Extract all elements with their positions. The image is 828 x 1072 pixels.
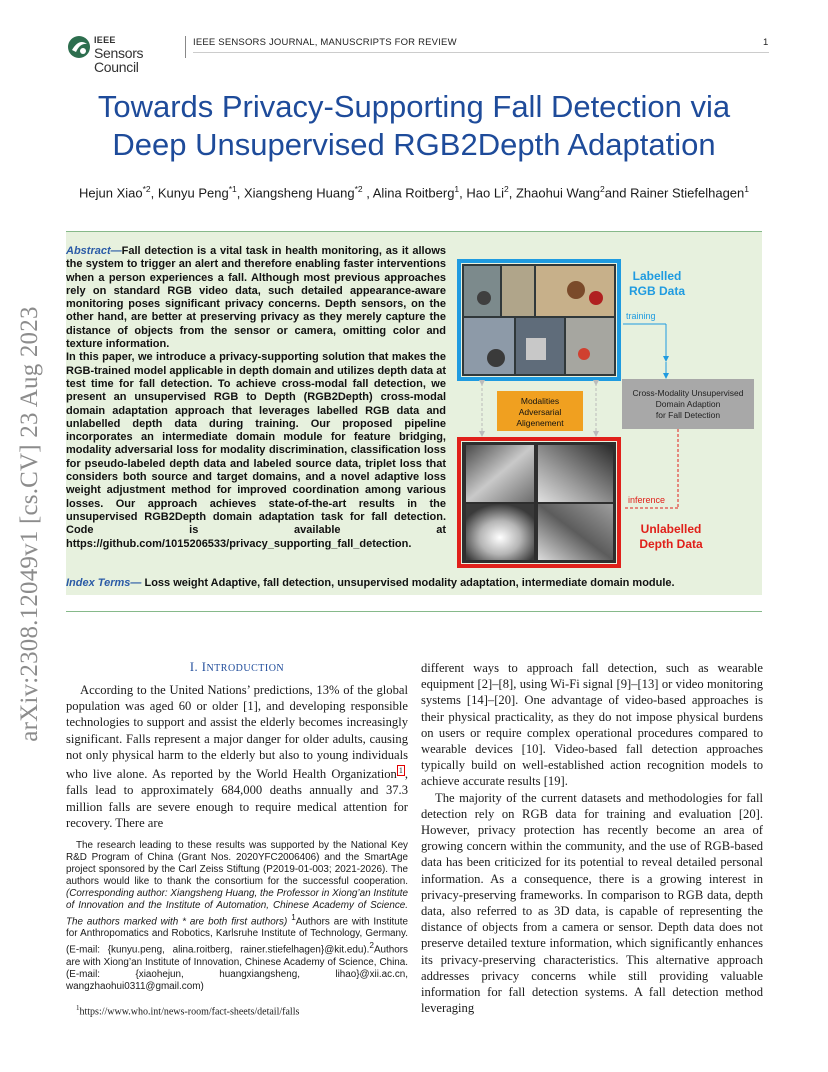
author-affiliation: *1 xyxy=(228,184,237,194)
footnote-marker[interactable]: 1 xyxy=(398,766,403,776)
author-affiliation: *2 xyxy=(354,184,363,194)
right-column-text xyxy=(421,660,763,1016)
modalities-adversarial-box xyxy=(497,391,583,431)
arxiv-stamp: arXiv:2308.12049v1 [cs.CV] 23 Aug 2023 xyxy=(16,306,43,742)
cross-modality-adaptation-box xyxy=(622,379,754,429)
left-column-text xyxy=(66,682,408,831)
author-affiliation: 2 xyxy=(600,184,605,194)
intro-paragraph-1-b: , falls lead to approximately 684,000 deaths annually and 37.3 million falls are severe enough to require medical attention for recovery. There are xyxy=(66,767,408,830)
footnote-corresponding: (Corresponding author: Xiangsheng Huang, the Professor in Xiong’an Institute of Innovation and the Institute of Automation, Chinese Academy of Science. The authors marked with * are both first authors) xyxy=(66,888,408,928)
footnote-aff-marker-2: 2 xyxy=(369,941,374,951)
rgb-data-frame xyxy=(459,261,619,379)
depth-data-frame xyxy=(459,439,619,566)
ieee-sensors-council-logo xyxy=(66,34,184,75)
cross-label-line-1: Cross-Modality Unsupervised xyxy=(632,388,744,398)
abstract-label: Abstract— xyxy=(66,245,122,257)
section-title-initial: I xyxy=(201,660,207,674)
labelled-rgb-line-2: RGB Data xyxy=(628,284,686,298)
intro-paragraph-1-a: According to the United Nations’ predictions, 13% of the global population was aged 60 or older [1], and developing responsible technologies to support and assist the elderly becomes increasingly significant. Falls represent a major danger for older adults, causing not only physical harm to the elderly but also to young individuals who live alone. As reported by the World Health Organization xyxy=(66,683,408,782)
inference-label: inference xyxy=(628,495,666,505)
title-line-1: Towards Privacy-Supporting Fall Detection via xyxy=(97,89,731,124)
footnote-funding: The research leading to these results was supported by the National Key R&D Program of China (Grant Nos. 2020YFC2006406) and the SmartAge project sponsored by the Carl Zeiss Stiftung (P2019-01-003; 2021-2026). The authors would like to thank the consortium for the successful cooperation. xyxy=(66,840,408,887)
author-name: Hejun Xiao xyxy=(78,185,143,201)
abstract-paragraph-1: Fall detection is a vital task in health monitoring, as it allows the system to trigger an alert and therefore enabling faster interventions when a person experiences a fall. Although most previous approaches rely on standard RGB video data, such detailed appearance-aware monitoring poses significant privacy concerns. Depth sensors, on the other hand, are better at preserving privacy as they merely capture the distance of objects from the sensor or camera, omitting color and texture information. xyxy=(66,245,446,351)
section-numeral: I. xyxy=(189,660,199,674)
logo-line-sensors-council: Sensors Council xyxy=(94,45,144,75)
sensors-council-logo-icon xyxy=(66,34,92,60)
adv-label-line-2: Adversarial xyxy=(518,407,562,417)
abstract-paragraph-2: In this paper, we introduce a privacy-supporting solution that makes the RGB-trained model applicable in depth domain and utilizes depth data at test time for fall detection. To achieve cross-modal fall detection, we present an unsupervised RGB to Depth (RGB2Depth) cross-modal domain adaptation approach that leverages labelled RGB data and unlabelled depth data during training. Our proposed pipeline incorporates an intermediate domain module for feature bridging, modality adversarial loss for modality discrimination, classification loss for pseudo-labeled depth data and labeled source data, triplet loss that considers both source and target domains, and a novel adaptive loss weight adjustment method for improved coordination among various losses. Our approach achieves state-of-the-art results in the unsupervised RGB2Depth domain adaptation task for fall detection. Code is available at https://github.com/1015206533/privacy_supporting_fall_detection. xyxy=(66,351,446,550)
author-name: Hao Li xyxy=(466,185,504,201)
unlabelled-depth-line-1: Unlabelled xyxy=(640,522,702,536)
training-label: training xyxy=(626,311,656,321)
intro-paragraph-3: The majority of the current datasets and methodologies for fall detection rely on RGB data for training and evaluation [20]. However, privacy protection has recently become an area of growing concern within the community, and the use of RGB-based data has been criticized for its potential to reveal detailed personal information. As a consequence, there is a growing interest in privacy-preserving frameworks. In comparison to RGB data, depth data, also referred to as 3D data, is capable of representing the distance of objects from a camera or sensor. Depth data does not preserve detailed texture information, which significantly enhances its privacy-preserving characteristics. This alternative approach addresses privacy concerns while still providing valuable information for fall detection systems. A fall detection method leveraging xyxy=(421,790,763,1016)
logo-line-ieee: IEEE xyxy=(94,35,116,45)
page-number: 1 xyxy=(763,37,769,48)
title-line-2: Deep Unsupervised RGB2Depth Adaptation xyxy=(112,127,716,162)
footnote-affiliation-1: Authors are with Institute for Anthropomatics and Robotics, Karlsruhe Institute of Technology, Germany. (E-mail: {kunyu.peng, alina.roitberg, rainer.stiefelhagen}@kit.edu). xyxy=(66,916,408,956)
author-affiliation: 1 xyxy=(744,184,750,194)
author-name: Kunyu Peng xyxy=(157,185,229,201)
header-separator xyxy=(185,36,186,58)
first-page-footnote xyxy=(66,840,408,993)
footnote-aff-marker-1: 1 xyxy=(291,913,296,922)
unlabelled-depth-line-2: Depth Data xyxy=(639,537,703,551)
author-name: Rainer Stiefelhagen xyxy=(630,185,745,201)
footnote-url-link[interactable]: https://www.who.int/news-room/fact-sheets/detail/falls xyxy=(79,1006,300,1018)
intro-paragraph-2: different ways to approach fall detection, such as wearable equipment [2]–[8], using Wi-Fi signal [9]–[13] or video monitoring systems [14]–[20]. One advantage of video-based approaches is their physical practicality, as they do not impose physical burdens on users or require complex operational procedures compared to wearable devices [10]. Video-based fall detection approaches typically build on well-established action recognition models to achieve accurate results [19]. xyxy=(421,661,763,789)
author-affiliation: 1 xyxy=(454,184,460,194)
index-terms-label: Index Terms— xyxy=(66,577,142,589)
abstract-rule-bottom xyxy=(66,611,762,612)
index-terms-text: Loss weight Adaptive, fall detection, unsupervised modality adaptation, intermediate domain module. xyxy=(144,577,675,589)
footnote-url-marker: 1 xyxy=(76,1004,80,1012)
overview-figure xyxy=(456,258,760,570)
index-terms xyxy=(66,577,762,589)
author-name: Xiangsheng Huang xyxy=(244,185,355,201)
paper-title xyxy=(66,88,762,164)
footnote-url xyxy=(66,1004,408,1017)
footnote-affiliation-2: Authors are with Xiong’an Institute of Innovation, Chinese Academy of Science, China. (E-mail: {xiaohejun, huangxiangsheng, lihao}@xii.ac.cn, wangzhaohui0311@gmail.com) xyxy=(66,944,408,992)
author-list: Hejun Xiao$^{*2}$, Kunyu Peng$^{*1}$, Xiangsheng Huang$^{*2}$ , Alina Roitberg$^1$, Hao Li$^2$, Zhaohui Wang$^2$and Rainer Stiefelhagen$^1$ xyxy=(78,184,750,201)
author-name: Zhaohui Wang xyxy=(515,185,601,201)
author-affiliation: 2 xyxy=(503,184,509,194)
labelled-rgb-line-1: Labelled xyxy=(632,269,682,283)
section-heading-introduction xyxy=(66,660,408,675)
author-name: Alina Roitberg xyxy=(372,185,455,201)
journal-name: IEEE SENSORS JOURNAL, MANUSCRIPTS FOR REVIEW xyxy=(193,37,457,48)
cross-label-line-3: for Fall Detection xyxy=(655,410,721,420)
adv-label-line-1: Modalities xyxy=(520,396,560,406)
adv-label-line-3: Aligenement xyxy=(516,418,564,428)
header-rule xyxy=(193,52,769,53)
authors-and: and xyxy=(604,185,627,201)
abstract xyxy=(66,245,446,551)
cross-label-line-2: Domain Adaption xyxy=(655,399,721,409)
author-affiliation: *2 xyxy=(142,184,151,194)
section-title-rest: NTRODUCTION xyxy=(206,663,285,674)
